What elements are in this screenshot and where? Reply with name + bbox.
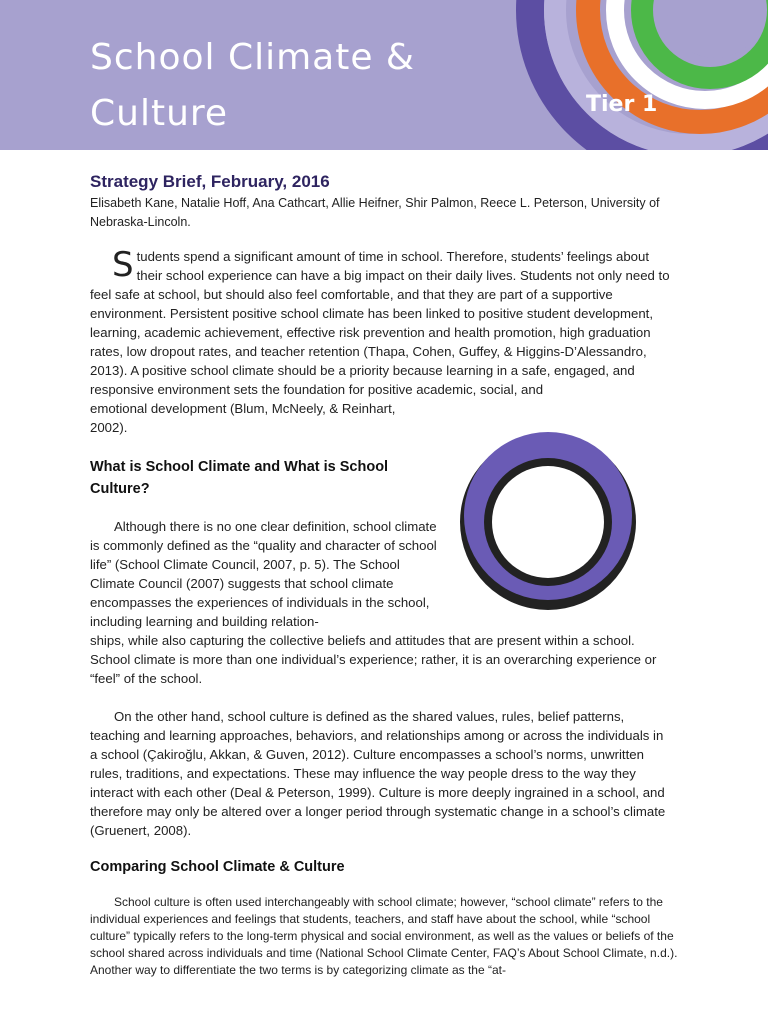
tier-label: Tier 1 <box>586 92 658 117</box>
intro-paragraph-end: emotional development (Blum, McNeely, & Reinhart, 2002). <box>90 401 396 435</box>
page-title: School Climate & Culture <box>90 37 416 134</box>
purple-circle-graphic <box>456 412 640 632</box>
inner-disc <box>667 0 763 58</box>
culture-definition-paragraph: On the other hand, school culture is defined as the shared values, rules, belief patterns, teaching and learning approaches, behaviors, and relationships among or across the individuals in a school (Çakiroğlu, Akkan, & Guven, 2012). Culture encompasses a school’s norms, unwritten rules, traditions, and expectations. These may influence the way people dress to the way they interact with each other (Deal & Peterson, 1999). Culture is more deeply ingrained in a school, and therefore may only be altered over a longer period through systematic change in a school’s climate (Gruenert, 2008). <box>90 709 666 838</box>
strategy-brief-title: Strategy Brief, February, 2016 <box>90 172 330 191</box>
climate-definition-paragraph-end: ships, while also capturing the collective beliefs and attitudes that are present within a school. School climate is more than one individual’s experience; rather, it is an overarching experience or “feel” of the school. <box>90 633 657 686</box>
comparing-paragraph: School culture is often used interchangeably with school climate; however, “school climate” refers to the individual experiences and feelings that students, teachers, and staff have about the school, while “school culture” typically refers to the long-term physical and social environment, as well as the values or beliefs of the school shared across individuals and time (National School Climate Center, FAQ’s About School Climate, n.d.). Another way to differentiate the two terms is by categorizing climate as the “at- <box>90 895 678 977</box>
drop-cap: S <box>112 245 134 285</box>
climate-definition-paragraph: Although there is no one clear definition, school climate is commonly defined as the “quality and character of school life” (School Climate Council, 2007, p. 5). The School Climate Council (2007) suggests that school climate encompasses the experiences of individuals in the school, including learning and building relation- <box>90 519 437 629</box>
section-heading-comparing: Comparing School Climate & Culture <box>90 859 345 875</box>
section-heading-climate-culture: What is School Climate and What is School Culture? <box>90 459 389 497</box>
intro-body: tudents spend a significant amount of time in school. Therefore, students’ feelings about their school experience can have a big impact on their daily lives. Students not only need to feel safe at school, but should also feel comfortable, and that they are part of a supportive environment. Persistent positive school climate has been linked to positive student development, learning, academic achievement, effective risk prevention and health promotion, high graduation rates, low dropout rates, and teacher retention (Thapa, Cohen, Guffey, & Higgins-D’Alessandro, 2013). A positive school climate should be a priority because learning in a safe, engaged, and responsive environment sets the foundation for positive academic, social, and <box>90 249 670 397</box>
header-band <box>0 0 768 150</box>
authors-line: Elisabeth Kane, Natalie Hoff, Ana Cathcart, Allie Heifner, Shir Palmon, Reece L. Peterson, University of Nebraska-Lincoln. <box>90 196 660 229</box>
intro-paragraph <box>90 247 678 399</box>
